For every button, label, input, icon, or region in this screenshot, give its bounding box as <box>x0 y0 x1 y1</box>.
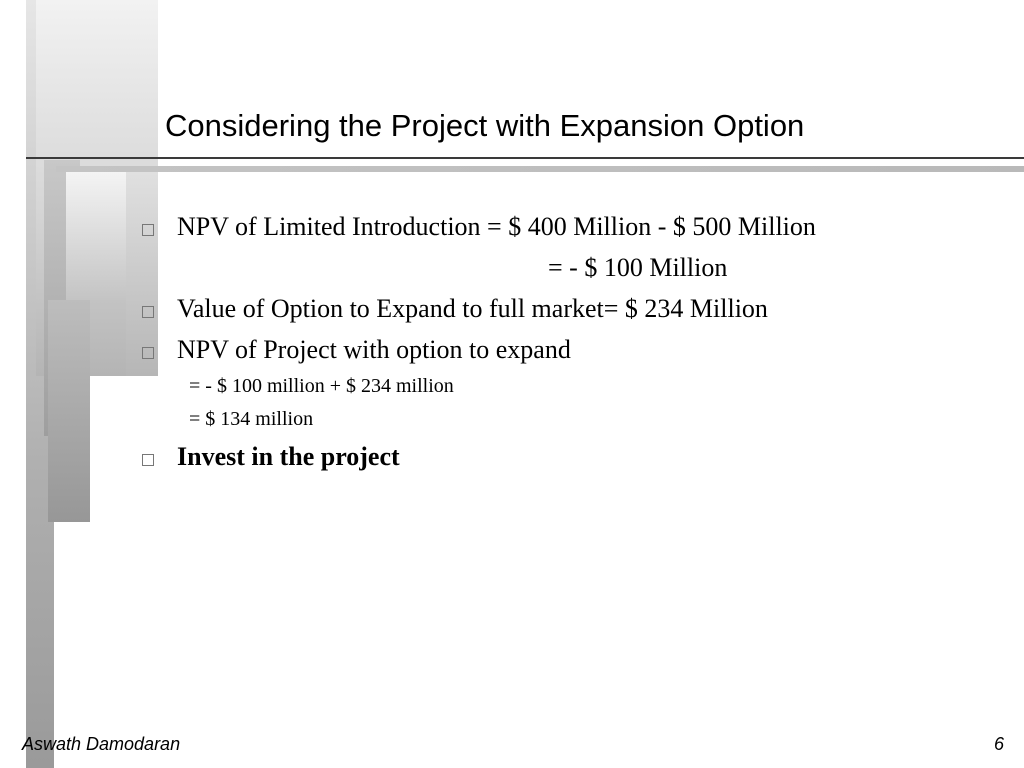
bullet-npv-with-option: NPV of Project with option to expand <box>177 335 571 364</box>
slide-title: Considering the Project with Expansion Option <box>165 108 805 143</box>
sub-item-result: = $ 134 million <box>189 408 314 430</box>
bullet-conclusion: Invest in the project <box>177 442 400 471</box>
footer-author: Aswath Damodaran <box>22 734 181 754</box>
bullet-option-value: Value of Option to Expand to full market= $ 234 Million <box>177 294 768 323</box>
bullet-square-icon <box>142 454 154 466</box>
page-number: 6 <box>993 734 1004 754</box>
sub-item-calculation: = - $ 100 million + $ 234 million <box>189 375 454 397</box>
bullet-square-icon <box>142 347 154 359</box>
continuation-line: = - $ 100 Million <box>548 253 728 282</box>
bullet-npv-limited: NPV of Limited Introduction = $ 400 Million - $ 500 Million <box>177 212 816 241</box>
bullet-square-icon <box>142 224 154 236</box>
bullet-square-icon <box>142 306 154 318</box>
